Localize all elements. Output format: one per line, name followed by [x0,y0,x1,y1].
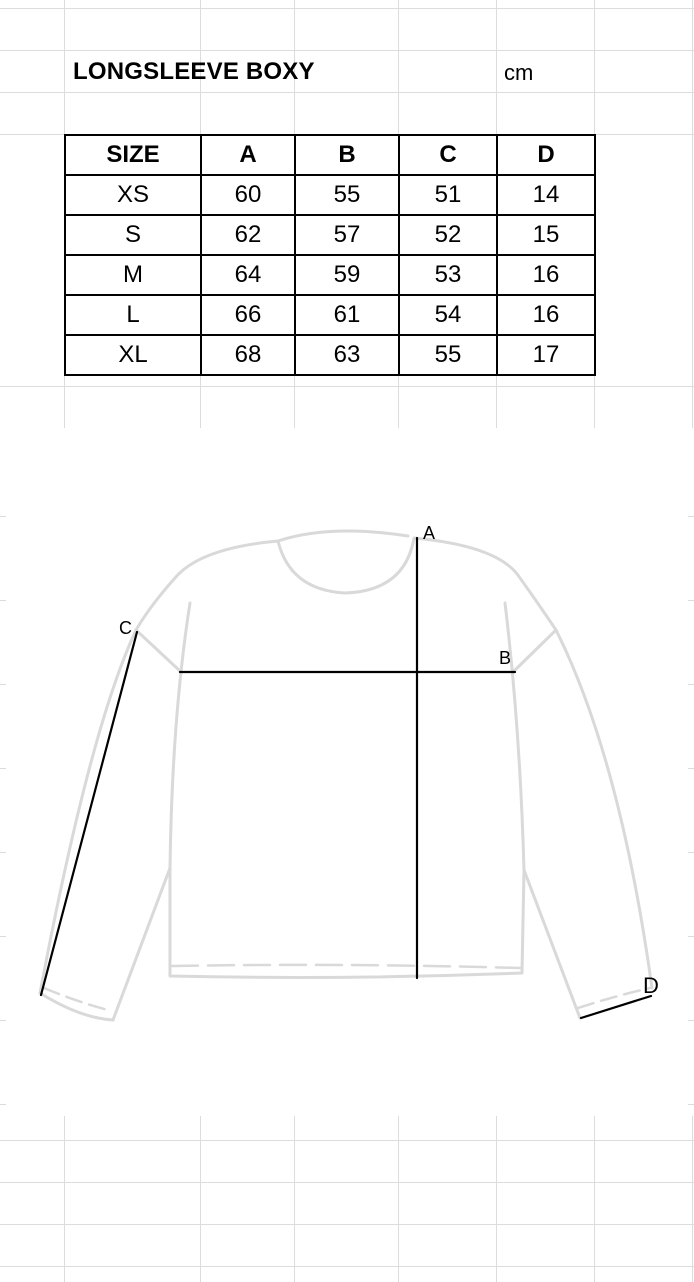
size-cell: XL [65,335,201,375]
sweater-outline [40,531,652,1020]
size-cell: L [65,295,201,335]
value-cell: 62 [201,215,295,255]
header-c: C [399,135,497,175]
table-header-row [65,135,595,175]
value-cell: 57 [295,215,399,255]
value-cell: 14 [497,175,595,215]
value-cell: 59 [295,255,399,295]
label-c: C [119,618,132,638]
value-cell: 51 [399,175,497,215]
table-row [65,335,595,375]
value-cell: 64 [201,255,295,295]
value-cell: 15 [497,215,595,255]
label-b: B [499,648,512,668]
size-cell: M [65,255,201,295]
table-row [65,215,595,255]
header-d: D [497,135,595,175]
value-cell: 66 [201,295,295,335]
value-cell: 16 [497,255,595,295]
garment-diagram [0,428,694,1116]
value-cell: 17 [497,335,595,375]
value-cell: 52 [399,215,497,255]
value-cell: 63 [295,335,399,375]
value-cell: 54 [399,295,497,335]
value-cell: 16 [497,295,595,335]
value-cell: 68 [201,335,295,375]
table-row [65,175,595,215]
table-row [65,255,595,295]
header-a: A [201,135,295,175]
size-cell: S [65,215,201,255]
header-b: B [295,135,399,175]
value-cell: 60 [201,175,295,215]
table-row [65,295,595,335]
size-table [64,134,596,376]
value-cell: 55 [399,335,497,375]
measure-line-d [581,996,651,1018]
value-cell: 53 [399,255,497,295]
size-cell: XS [65,175,201,215]
label-a: A [423,523,436,543]
value-cell: 61 [295,295,399,335]
unit-label: cm [504,60,534,85]
product-title: LONGSLEEVE BOXY [73,58,315,85]
label-d: D [643,973,659,998]
measure-line-c [41,632,137,995]
measurement-lines [41,538,651,1018]
header-size: SIZE [65,135,201,175]
spreadsheet-grid-bottom [0,1116,694,1282]
value-cell: 55 [295,175,399,215]
